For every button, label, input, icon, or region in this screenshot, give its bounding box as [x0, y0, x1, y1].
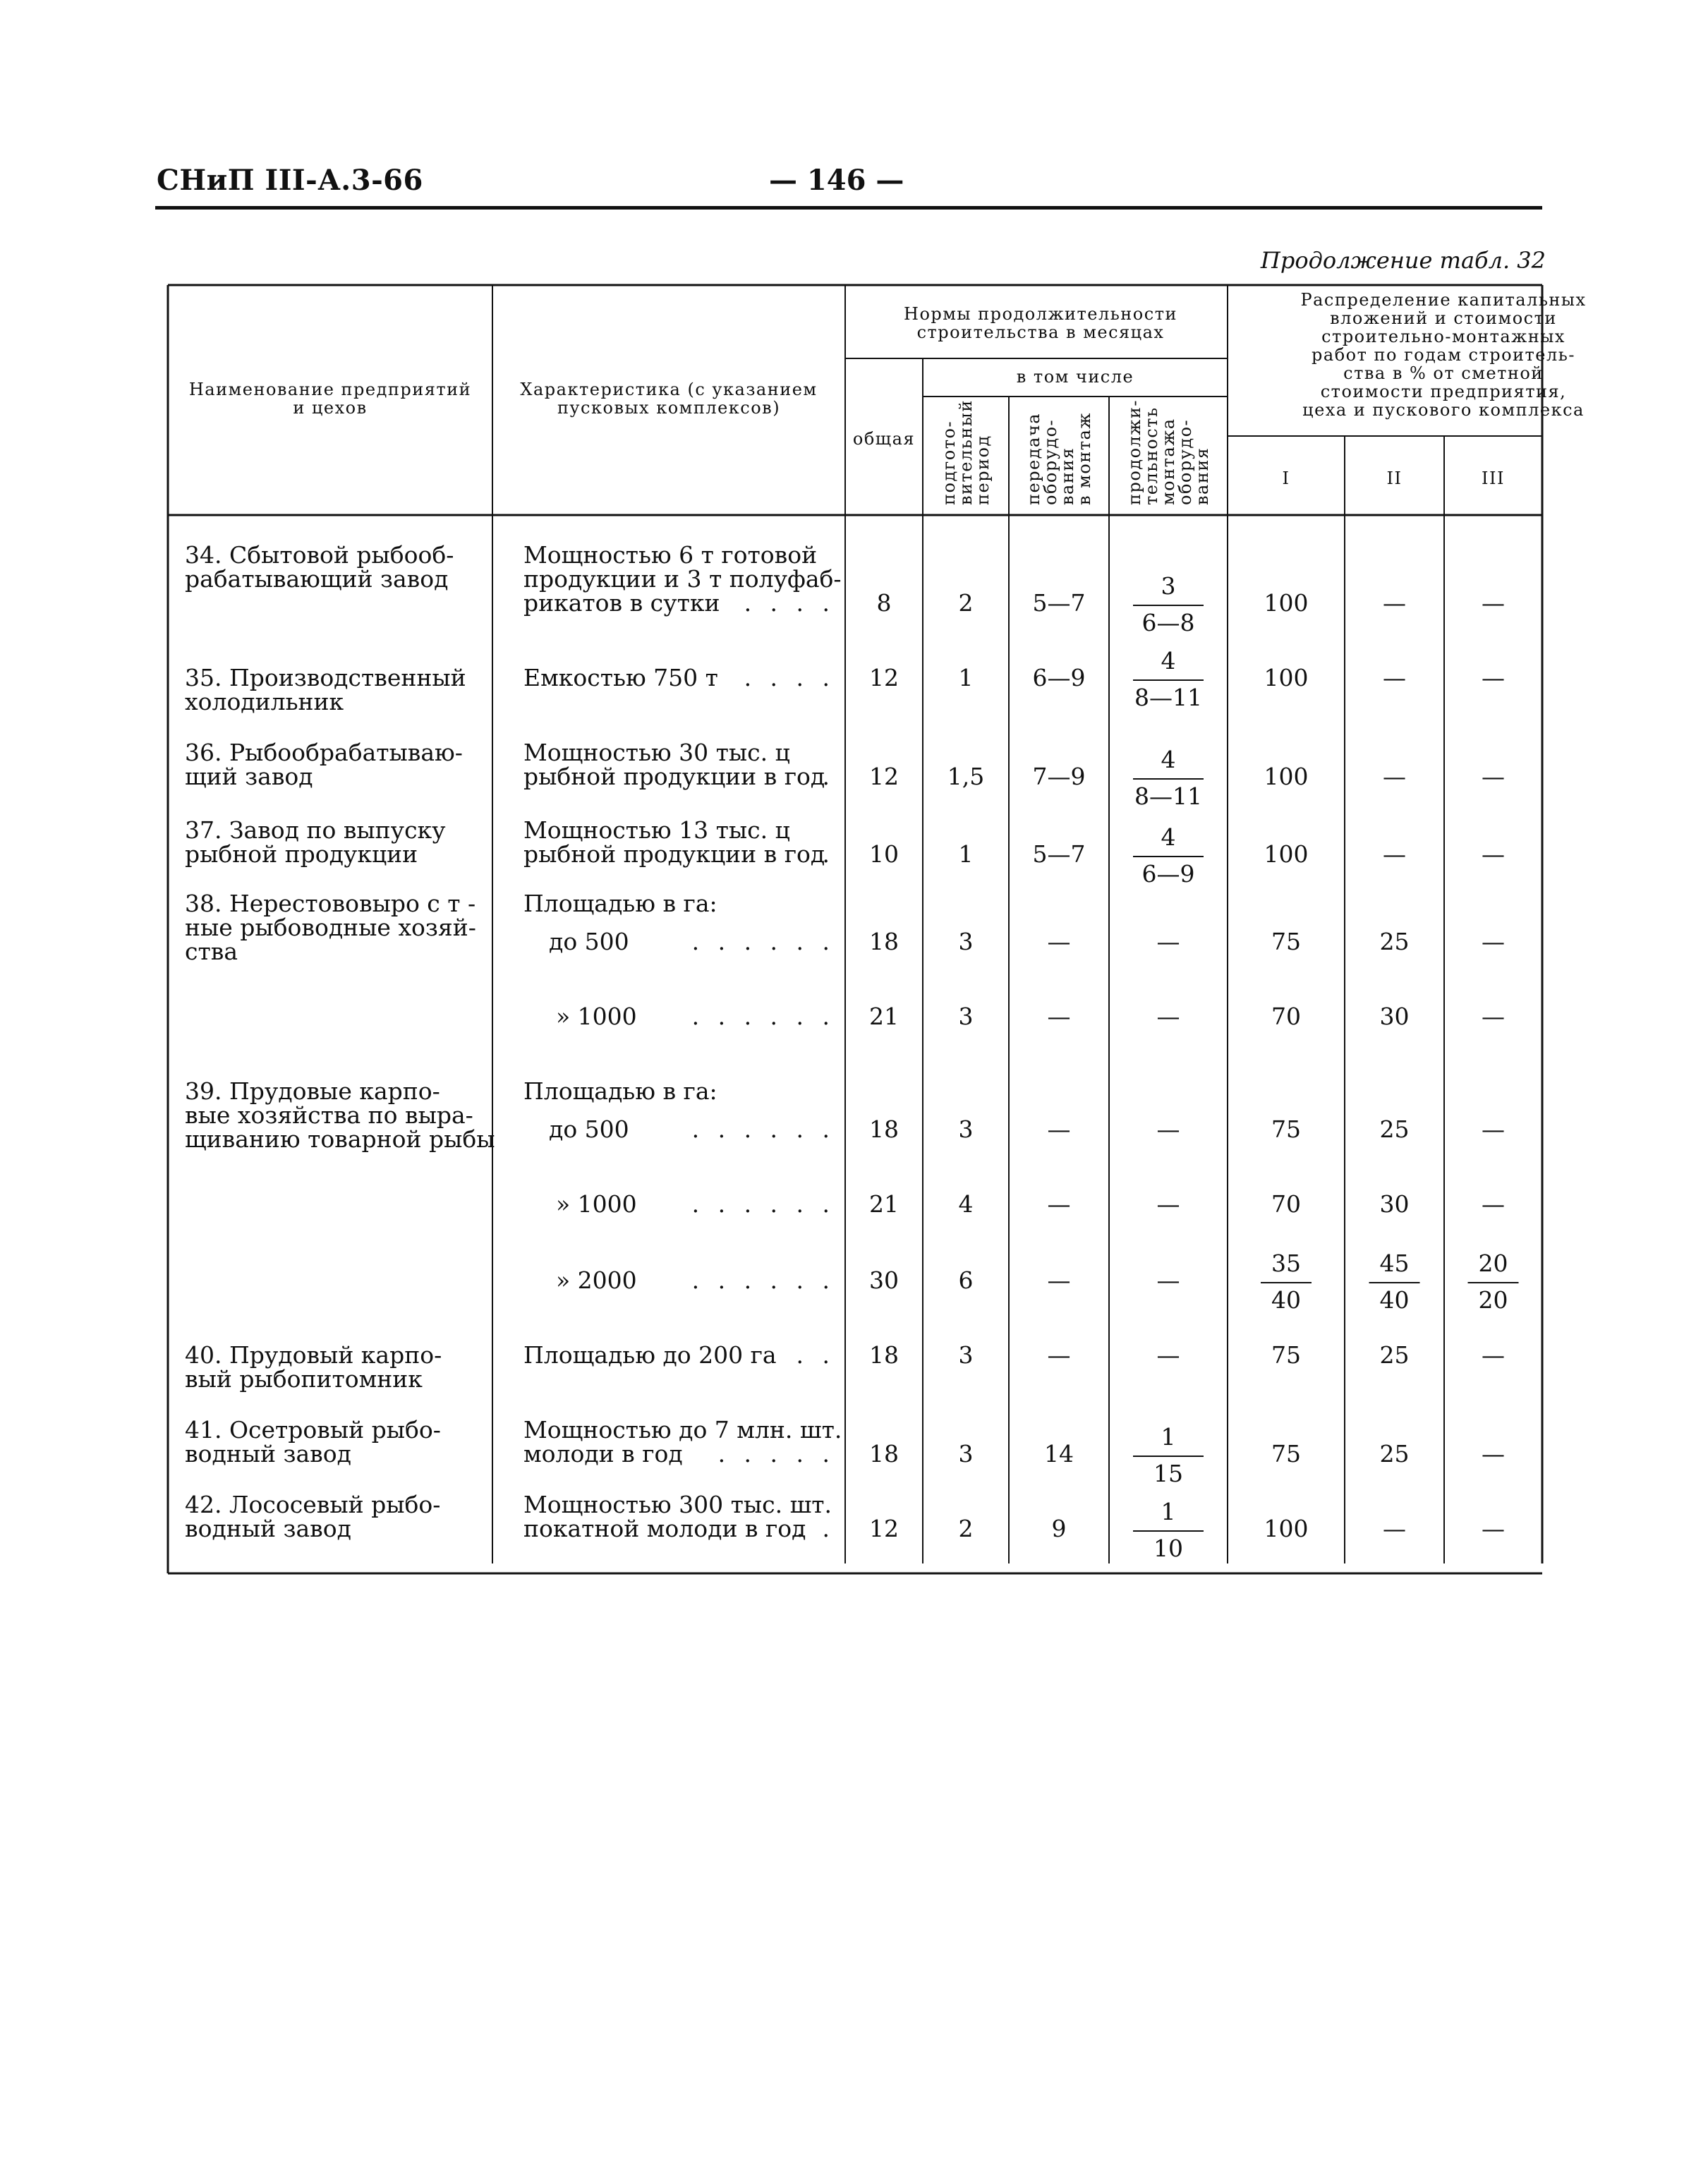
- value-year-1-numerator: 35: [1271, 1250, 1301, 1277]
- row-name: вый рыбопитомник: [185, 1365, 423, 1393]
- row-characteristic: Площадью до 200 га: [523, 1341, 777, 1369]
- row-characteristic: рикатов в сутки: [523, 589, 720, 617]
- header-characteristic: пусковых комплексов): [557, 398, 781, 418]
- leader-dots: . . . .: [744, 589, 835, 617]
- value-install-duration: —: [1156, 1190, 1180, 1218]
- value-year-2: 25: [1379, 928, 1410, 955]
- value-equip-transfer: —: [1047, 1341, 1071, 1369]
- row-name: 39. Прудовые карпо-: [185, 1077, 440, 1105]
- header-equip-transfer: вания: [1058, 447, 1077, 505]
- value-equip-transfer: —: [1047, 1266, 1071, 1294]
- value-equip-transfer: —: [1047, 1190, 1071, 1218]
- header-distribution: строительно-монтажных: [1321, 327, 1565, 346]
- row-characteristic: Мощностью 6 т готовой: [523, 541, 818, 569]
- row-characteristic: Мощностью 13 тыс. ц: [523, 816, 790, 844]
- header-distribution: стоимости предприятия,: [1320, 382, 1567, 401]
- leader-dots: .: [822, 840, 835, 868]
- value-year-2: —: [1383, 589, 1406, 617]
- row-name: 35. Производственный: [185, 664, 466, 691]
- value-install-duration-denominator: 8—11: [1134, 782, 1202, 810]
- value-equip-transfer: 14: [1044, 1440, 1074, 1468]
- row-characteristic: Мощностью 30 тыс. ц: [523, 739, 790, 766]
- value-equip-transfer: 5—7: [1032, 589, 1086, 617]
- value-year-2: —: [1383, 1515, 1406, 1542]
- value-year-3: —: [1482, 763, 1505, 790]
- value-total: 30: [869, 1266, 899, 1294]
- row-characteristic: » 1000: [556, 1003, 637, 1030]
- value-install-duration-numerator: 4: [1161, 746, 1176, 773]
- leader-dots: .: [822, 763, 835, 790]
- value-prep-period: 1: [958, 664, 974, 691]
- row-name: водный завод: [185, 1515, 351, 1542]
- value-prep-period: 3: [958, 1341, 974, 1369]
- value-install-duration-denominator: 15: [1153, 1460, 1183, 1487]
- value-year-1: 100: [1264, 589, 1309, 617]
- header-distribution: Распределение капитальных: [1300, 290, 1587, 310]
- value-year-2-numerator: 45: [1379, 1250, 1410, 1277]
- document-code: СНиП III-А.3-66: [157, 164, 423, 197]
- row-name: 36. Рыбообрабатываю-: [185, 739, 463, 766]
- value-prep-period: 6: [958, 1266, 974, 1294]
- row-name: 42. Лососевый рыбо-: [185, 1491, 441, 1518]
- row-name: ные рыбоводные хозяй-: [185, 914, 476, 941]
- value-year-2: —: [1383, 664, 1406, 691]
- row-characteristic: молоди в год: [523, 1440, 683, 1468]
- value-total: 18: [869, 1115, 899, 1143]
- leader-dots: . . . . .: [717, 1440, 835, 1468]
- value-prep-period: 1,5: [947, 763, 985, 790]
- header-distribution: работ по годам строитель-: [1312, 345, 1575, 365]
- value-install-duration-numerator: 4: [1161, 823, 1176, 851]
- value-total: 18: [869, 928, 899, 955]
- value-equip-transfer: —: [1047, 928, 1071, 955]
- value-year-2: 30: [1379, 1003, 1410, 1030]
- value-year-1: 70: [1271, 1190, 1301, 1218]
- value-install-duration-denominator: 10: [1153, 1535, 1183, 1562]
- value-equip-transfer: —: [1047, 1003, 1071, 1030]
- table-text: [185, 290, 1587, 1562]
- value-year-2: 25: [1379, 1115, 1410, 1143]
- header-install-duration: оборудо-: [1175, 418, 1195, 505]
- row-name: вые хозяйства по выра-: [185, 1101, 473, 1129]
- value-install-duration: —: [1156, 1115, 1180, 1143]
- value-install-duration: —: [1156, 1266, 1180, 1294]
- value-prep-period: 4: [958, 1190, 974, 1218]
- row-name: ства: [185, 938, 238, 965]
- row-name: 40. Прудовый карпо-: [185, 1341, 442, 1369]
- leader-dots: . . . . . .: [691, 1115, 835, 1143]
- value-year-3: —: [1482, 1115, 1505, 1143]
- value-prep-period: 2: [958, 1515, 974, 1542]
- value-year-3: —: [1482, 928, 1505, 955]
- row-characteristic: рыбной продукции в год: [523, 840, 825, 868]
- value-total: 12: [869, 664, 899, 691]
- header-install-duration: тельность: [1141, 406, 1161, 505]
- row-characteristic: Площадью в га:: [523, 890, 717, 917]
- value-year-1-denominator: 40: [1271, 1286, 1301, 1314]
- value-year-2: —: [1383, 763, 1406, 790]
- value-year-1: 75: [1271, 1440, 1301, 1468]
- value-install-duration-numerator: 4: [1161, 647, 1176, 674]
- value-year-2-denominator: 40: [1379, 1286, 1410, 1314]
- row-characteristic: покатной молоди в год: [523, 1515, 806, 1542]
- leader-dots: . . . . . .: [691, 928, 835, 955]
- value-total: 18: [869, 1440, 899, 1468]
- header-characteristic: Характеристика (с указанием: [520, 380, 818, 399]
- value-year-1: 75: [1271, 1115, 1301, 1143]
- value-install-duration-numerator: 1: [1161, 1498, 1176, 1525]
- row-name: 37. Завод по выпуску: [185, 816, 446, 844]
- value-equip-transfer: 6—9: [1032, 664, 1086, 691]
- value-install-duration: —: [1156, 1341, 1180, 1369]
- row-characteristic: рыбной продукции в год: [523, 763, 825, 790]
- header-equip-transfer: в монтаж: [1074, 412, 1094, 505]
- value-year-3-numerator: 20: [1478, 1250, 1508, 1277]
- row-characteristic: Площадью в га:: [523, 1077, 717, 1105]
- header-including: в том числе: [1016, 367, 1134, 387]
- value-equip-transfer: 7—9: [1032, 763, 1086, 790]
- value-install-duration-denominator: 8—11: [1134, 684, 1202, 711]
- value-install-duration-numerator: 1: [1161, 1423, 1176, 1451]
- value-prep-period: 3: [958, 1003, 974, 1030]
- header-name: Наименование предприятий: [188, 380, 472, 399]
- row-characteristic: Емкостью 750 т: [523, 664, 718, 691]
- table-continuation-label: Продолжение табл. 32: [1260, 247, 1546, 274]
- header-year-1: I: [1282, 468, 1290, 488]
- value-year-3: —: [1482, 840, 1505, 868]
- value-year-3-denominator: 20: [1478, 1286, 1508, 1314]
- value-year-2: 25: [1379, 1440, 1410, 1468]
- header-distribution: вложений и стоимости: [1330, 308, 1557, 328]
- value-total: 8: [876, 589, 892, 617]
- value-prep-period: 3: [958, 1115, 974, 1143]
- value-year-3: —: [1482, 1440, 1505, 1468]
- page-number: — 146 —: [769, 164, 904, 197]
- value-year-3: —: [1482, 1190, 1505, 1218]
- row-name: 38. Нерестововыро с т -: [185, 890, 476, 917]
- value-year-2: 30: [1379, 1190, 1410, 1218]
- header-distribution: ства в % от сметной: [1343, 363, 1544, 383]
- header-install-duration: монтажа: [1158, 418, 1178, 505]
- value-prep-period: 3: [958, 1440, 974, 1468]
- value-year-2: 25: [1379, 1341, 1410, 1369]
- value-install-duration: —: [1156, 1003, 1180, 1030]
- value-prep-period: 3: [958, 928, 974, 955]
- leader-dots: . . . . . .: [691, 1190, 835, 1218]
- row-characteristic: » 2000: [556, 1266, 637, 1294]
- value-year-3: —: [1482, 1341, 1505, 1369]
- row-characteristic: до 500: [549, 928, 629, 955]
- row-characteristic: продукции и 3 т полуфаб-: [523, 565, 842, 593]
- header-prep-period: период: [973, 435, 993, 505]
- value-prep-period: 1: [958, 840, 974, 868]
- row-name: рабатывающий завод: [185, 565, 449, 593]
- value-total: 12: [869, 1515, 899, 1542]
- value-year-1: 75: [1271, 928, 1301, 955]
- header-prep-period: подгото-: [939, 420, 959, 505]
- value-year-1: 100: [1264, 763, 1309, 790]
- leader-dots: . . . .: [744, 664, 835, 691]
- header-norms: Нормы продолжительности: [904, 304, 1177, 324]
- value-total: 10: [869, 840, 899, 868]
- row-name: щий завод: [185, 763, 313, 790]
- header-year-3: III: [1482, 468, 1505, 488]
- row-name: рыбной продукции: [185, 840, 418, 868]
- row-characteristic: Мощностью до 7 млн. шт.: [523, 1416, 842, 1444]
- value-total: 18: [869, 1341, 899, 1369]
- value-year-1: 70: [1271, 1003, 1301, 1030]
- header-install-duration: продолжи-: [1125, 399, 1144, 505]
- value-year-3: —: [1482, 1515, 1505, 1542]
- row-characteristic: » 1000: [556, 1190, 637, 1218]
- value-total: 21: [869, 1003, 899, 1030]
- row-characteristic: Мощностью 300 тыс. шт.: [523, 1491, 832, 1518]
- row-name: холодильник: [185, 688, 344, 715]
- header-prep-period: вительный: [956, 399, 976, 505]
- value-year-3: —: [1482, 1003, 1505, 1030]
- leader-dots: . . . . . .: [691, 1003, 835, 1030]
- value-equip-transfer: 5—7: [1032, 840, 1086, 868]
- value-install-duration: —: [1156, 928, 1180, 955]
- header-name: и цехов: [293, 398, 368, 418]
- header-distribution: цеха и пускового комплекса: [1302, 400, 1585, 420]
- value-year-1: 75: [1271, 1341, 1301, 1369]
- value-year-1: 100: [1264, 1515, 1309, 1542]
- row-name: 41. Осетровый рыбо-: [185, 1416, 441, 1444]
- value-year-3: —: [1482, 589, 1505, 617]
- header-year-2: II: [1386, 468, 1403, 488]
- row-characteristic: до 500: [549, 1115, 629, 1143]
- header-equip-transfer: оборудо-: [1041, 418, 1060, 505]
- value-year-1: 100: [1264, 840, 1309, 868]
- header-total: общая: [852, 429, 916, 449]
- value-year-1: 100: [1264, 664, 1309, 691]
- row-name: 34. Сбытовой рыбооб-: [185, 541, 454, 569]
- header-norms: строительства в месяцах: [916, 322, 1165, 342]
- leader-dots: . .: [796, 1341, 835, 1369]
- leader-dots: . . . . . .: [691, 1266, 835, 1294]
- value-install-duration-numerator: 3: [1161, 572, 1176, 600]
- value-install-duration-denominator: 6—9: [1141, 860, 1195, 888]
- value-total: 12: [869, 763, 899, 790]
- value-year-2: —: [1383, 840, 1406, 868]
- leader-dots: . .: [796, 1515, 835, 1542]
- value-equip-transfer: 9: [1051, 1515, 1067, 1542]
- header-equip-transfer: передача: [1024, 412, 1043, 505]
- value-year-3: —: [1482, 664, 1505, 691]
- value-prep-period: 2: [958, 589, 974, 617]
- value-total: 21: [869, 1190, 899, 1218]
- header-install-duration: вания: [1192, 447, 1212, 505]
- value-install-duration-denominator: 6—8: [1141, 609, 1195, 636]
- row-name: щиванию товарной рыбы: [185, 1125, 495, 1153]
- value-equip-transfer: —: [1047, 1115, 1071, 1143]
- row-name: водный завод: [185, 1440, 351, 1468]
